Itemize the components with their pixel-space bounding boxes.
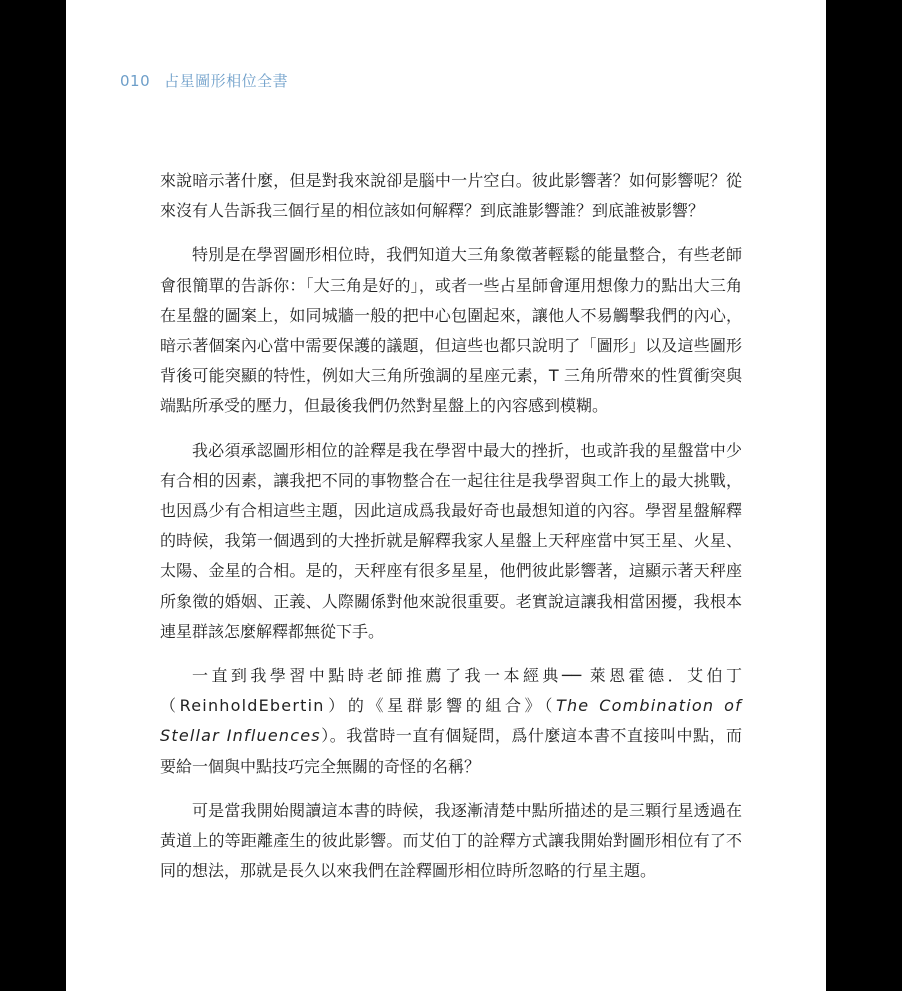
body-text xyxy=(160,166,742,886)
paragraph-2: 特別是在學習圖形相位時，我們知道大三角象徵著輕鬆的能量整合，有些老師會很簡單的告訴你：「大三角是好的」，或者一些占星師會運用想像力的點出大三角在星盤的圖案上，如同城牆一般的把中心包圍起來，讓他人不易觸擊我們的內心，暗示著個案內心當中需要保護的議題，但這些也都只說明了「圖形」以及這些圖形背後可能突顯的特性，例如大三角所強調的星座元素，T 三角所帶來的性質衝突與端點所承受的壓力，但最後我們仍然對星盤上的內容感到模糊。 xyxy=(160,245,742,416)
paragraph-4 xyxy=(160,661,742,782)
author-name-latin: ReinholdEbertin xyxy=(179,696,325,716)
paragraph-1: 來說暗示著什麼，但是對我來說卻是腦中一片空白。彼此影響著？如何影響呢？從來沒有人告訴我三個行星的相位該如何解釋？到底誰影響誰？到底誰被影響？ xyxy=(160,171,742,221)
book-title-latin: The Combination of Stellar Influences xyxy=(160,696,742,746)
book-page xyxy=(66,0,826,991)
paragraph-4-mid: ）的《星群影響的組合》（ xyxy=(324,696,556,716)
paragraph-5: 可是當我開始閱讀這本書的時候，我逐漸清楚中點所描述的是三顆行星透過在黃道上的等距離產生的彼此影響。而艾伯丁的詮釋方式讓我開始對圖形相位有了不同的想法，那就是長久以來我們在詮釋圖形相位時所忽略的行星主題。 xyxy=(160,800,742,881)
paragraph-4-intro: 一直到我學習中點時老師推薦了我一本經典── 萊恩霍德．艾伯丁（ xyxy=(160,666,742,716)
paragraph-3: 我必須承認圖形相位的詮釋是我在學習中最大的挫折，也或許我的星盤當中少有合相的因素，讓我把不同的事物整合在一起往往是我學習與工作上的最大挑戰，也因爲少有合相這些主題，因此這成爲我最好奇也最想知道的內容。學習星盤解釋的時候，我第一個遇到的大挫折就是解釋我家人星盤上天秤座當中冥王星、火星、太陽、金星的合相。是的，天秤座有很多星星，他們彼此影響著，這顯示著天秤座所象徵的婚姻、正義、人際關係對他來說很重要。老實說這讓我相當困擾，我根本連星群該怎麼解釋都無從下手。 xyxy=(160,440,742,641)
paragraph-4-rest: ）。我當時一直有個疑問，爲什麼這本書不直接叫中點，而要給一個與中點技巧完全無關的奇怪的名稱？ xyxy=(160,726,742,776)
book-title: 占星圖形相位全書 xyxy=(164,72,289,90)
page-number: 010 xyxy=(120,72,151,90)
running-header xyxy=(120,70,288,91)
